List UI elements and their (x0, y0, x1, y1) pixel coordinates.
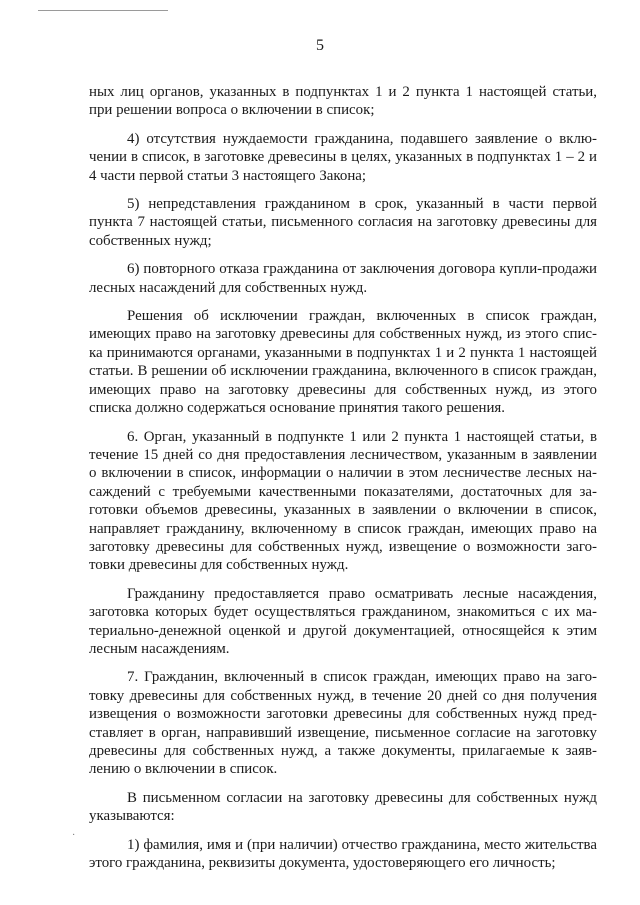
page-number: 5 (316, 37, 324, 54)
paragraph-consent-item-1: 1) фамилия, имя и (при наличии) отчество гражданина, место жительства этого гражданина, реквизиты документа, удостоверяющего его личность; (89, 836, 597, 872)
paragraph-item-5: 5) непредставления гражданином в срок, указанный в части первой пункта 7 настоящей статьи, письменного согласия на заготовку древесины для собственных нужд; (89, 196, 597, 249)
scan-artifact-mark: · (72, 830, 76, 841)
paragraph-item-4: 4) отсутствия нуждаемости гражданина, подавшего заявление о включении в список, в заготовке древесины в целях, указанных в подпунктах 1 – 2 и 4 части первой статьи 3 настоящего Закона; (89, 130, 597, 184)
document-body (89, 83, 597, 882)
paragraph-consent-contents: В письменном согласии на заготовку древесины для собственных нужд указываются: (89, 789, 597, 825)
paragraph-inspection-right: Гражданину предоставляется право осматривать лесные насаждения, заготовка которых будет осуществляться гражданином, знакомиться с их материально-денежной оценкой и другой документацией, относящейся к этим лесным насаждениям. (89, 585, 597, 657)
paragraph-point-6: 6. Орган, указанный в подпункте 1 или 2 пункта 1 настоящей статьи, в течение 15 дней со дня предоставления лесничеством, указанным в заявлении о включении в список, информации о наличии в этом лесничестве лесных насаждений с требуемыми качественными показателями, достаточных для заготовки объемов древесины, указанных в заявлении о включении в список, направляет гражданину, включенному в список граждан, имеющих право на заготовку древесины для собственных нужд, извещение о возможности заготовки древесины для собственных нужд. (89, 428, 597, 574)
paragraph-item-6: 6) повторного отказа гражданина от заключения договора купли-продажи лесных насаждений для собственных нужд. (89, 261, 597, 296)
paragraph-exclusion-decisions: Решения об исключении граждан, включенных в список граждан, имеющих право на заготовку древесины для собственных нужд, из этого списка принимаются органами, указанными в подпунктах 1 и 2 пункта 1 настоящей статьи. В решении об исключении гражданина, включенного в список граждан, имеющих право на заготовку древесины для собственных нужд, из этого списка должно содержаться основание принятия такого решения. (89, 308, 597, 417)
header-rule (38, 10, 168, 11)
paragraph-point-7: 7. Гражданин, включенный в список граждан, имеющих право на заготовку древесины для собственных нужд, в течение 20 дней со дня получения извещения о возможности заготовки древесины для собственных нужд представляет в орган, направивший извещение, письменное согласие на заготовку древесины для собственных нужд, а также документы, прилагаемые к заявлению о включении в список. (89, 669, 597, 778)
paragraph-continuation: ных лиц органов, указанных в подпунктах 1 и 2 пункта 1 настоящей статьи, при решении вопроса о включении в список; (89, 84, 597, 119)
